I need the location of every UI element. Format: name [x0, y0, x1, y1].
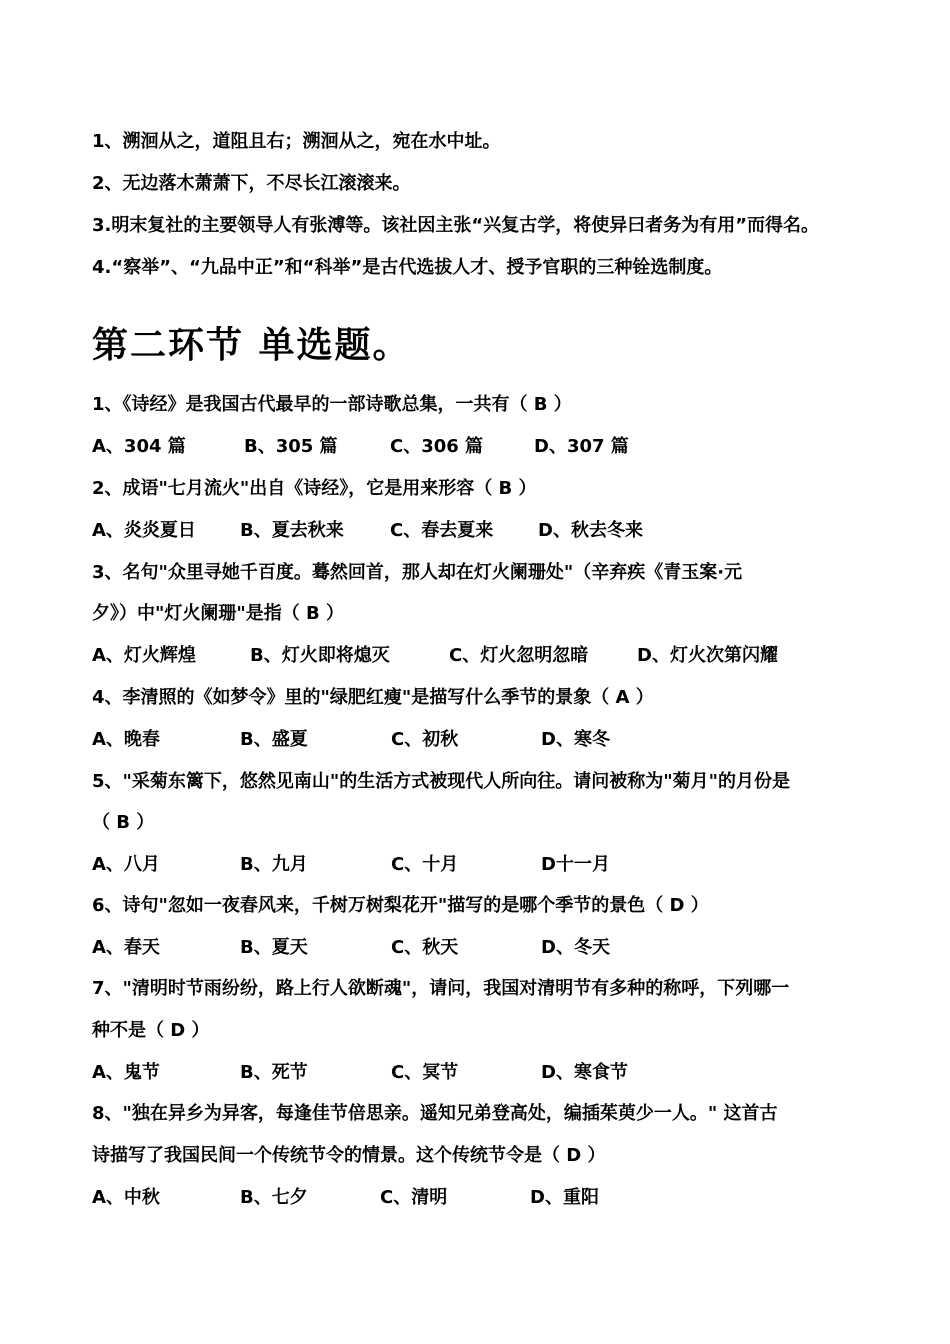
question-4-text: 4、李清照的《如梦令》里的"绿肥红瘦"是描写什么季节的景象（ A ）: [92, 687, 654, 708]
intro-line-2: 2、无边落木萧萧下，不尽长江滚滚来。: [92, 173, 411, 194]
question-4-options: [92, 728, 852, 752]
option-d: D、寒冬: [541, 729, 610, 750]
question-3-text-line-1: 3、名句"众里寻她千百度。蓦然回首，那人却在灯火阑珊处"（辛弃疾《青玉案·元: [92, 562, 743, 583]
option-c: C、春去夏来: [390, 520, 494, 541]
option-d: D、重阳: [530, 1187, 599, 1208]
intro-line-3: 3.明末复社的主要领导人有张溥等。该社因主张“兴复古学，将使异曰者务为有用”而得名。: [92, 215, 820, 236]
question-5-options: [92, 853, 852, 877]
question-8-text-line-1: 8、"独在异乡为异客，每逢佳节倍思亲。遥知兄弟登高处，编插茱萸少一人。" 这首古: [92, 1103, 778, 1124]
option-d: D、秋去冬来: [538, 520, 643, 541]
intro-line-1: 1、溯洄从之，道阻且右；溯洄从之，宛在水中址。: [92, 131, 501, 152]
option-a: A、八月: [92, 854, 160, 875]
option-a: A、炎炎夏日: [92, 520, 196, 541]
option-c: C、清明: [380, 1187, 448, 1208]
option-a: A、晚春: [92, 729, 160, 750]
question-5-text-line-2: （ B ）: [92, 812, 155, 833]
option-a: A、鬼节: [92, 1062, 160, 1083]
option-b: B、盛夏: [240, 729, 308, 750]
option-d: D、寒食节: [541, 1062, 628, 1083]
option-a: A、灯火辉煌: [92, 645, 196, 666]
option-d: D、307 篇: [534, 436, 629, 457]
option-b: B、夏去秋来: [240, 520, 344, 541]
option-d: D、冬天: [541, 937, 610, 958]
option-c: C、初秋: [391, 729, 459, 750]
option-b: B、夏天: [240, 937, 308, 958]
question-3-text-line-2: 夕》）中"灯火阑珊"是指（ B ）: [92, 603, 345, 624]
question-1-text: 1、《诗经》是我国古代最早的一部诗歌总集，一共有（ B ）: [92, 394, 572, 415]
question-2-text: 2、成语"七月流火"出自《诗经》，它是用来形容（ B ）: [92, 478, 537, 499]
section-heading: 第二环节 单选题。: [92, 325, 411, 366]
question-6-text: 6、诗句"忽如一夜春风来，千树万树梨花开"描写的是哪个季节的景色（ D ）: [92, 895, 709, 916]
option-c: C、306 篇: [390, 436, 484, 457]
question-7-text-line-1: 7、"清明时节雨纷纷，路上行人欲断魂"，请问，我国对清明节有多种的称呼，下列哪一: [92, 978, 790, 999]
option-d: D十一月: [541, 854, 610, 875]
question-3-options: [92, 644, 852, 668]
question-8-text-line-2: 诗描写了我国民间一个传统节令的情景。这个传统节令是（ D ）: [92, 1145, 606, 1166]
option-b: B、灯火即将熄灭: [250, 645, 390, 666]
option-a: A、春天: [92, 937, 160, 958]
option-c: C、灯火忽明忽暗: [449, 645, 589, 666]
question-6-options: [92, 936, 852, 960]
option-d: D、灯火次第闪耀: [637, 645, 778, 666]
question-1-options: [92, 435, 852, 459]
option-a: A、304 篇: [92, 436, 186, 457]
option-c: C、秋天: [391, 937, 459, 958]
question-7-options: [92, 1061, 852, 1085]
option-b: B、七夕: [240, 1187, 308, 1208]
option-b: B、死节: [240, 1062, 308, 1083]
option-b: B、九月: [240, 854, 308, 875]
option-c: C、冥节: [391, 1062, 459, 1083]
option-b: B、305 篇: [244, 436, 338, 457]
option-c: C、十月: [391, 854, 459, 875]
option-a: A、中秋: [92, 1187, 160, 1208]
question-8-options: [92, 1186, 852, 1210]
question-2-options: [92, 519, 852, 543]
intro-line-4: 4.“察举”、“九品中正”和“科举”是古代选拔人才、授予官职的三种铨选制度。: [92, 257, 723, 278]
question-7-text-line-2: 种不是（ D ）: [92, 1020, 210, 1041]
question-5-text-line-1: 5、"采菊东篱下，悠然见南山"的生活方式被现代人所向往。请问被称为"菊月"的月份是: [92, 771, 791, 792]
